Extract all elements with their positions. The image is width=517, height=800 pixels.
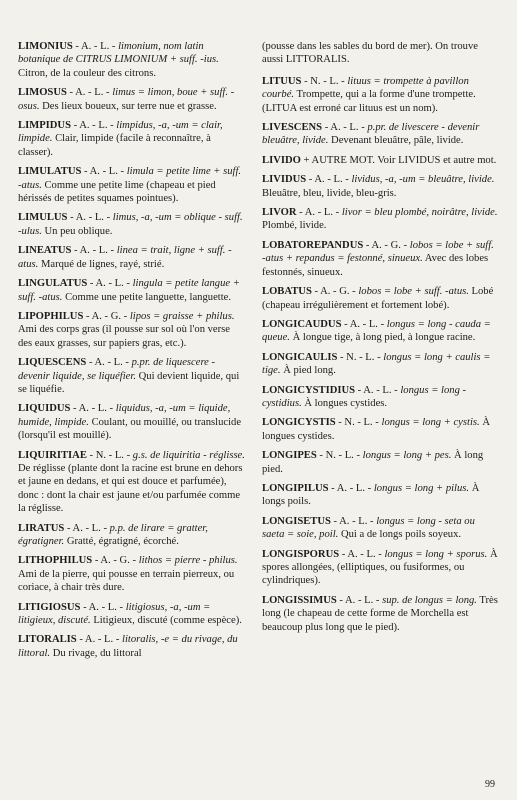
- entry-headword: LIMULUS: [18, 212, 68, 224]
- entry-definition: Bleuâtre, bleu, livide, bleu-gris.: [262, 187, 397, 199]
- entry-headword: LIQUIDUS: [18, 403, 71, 415]
- entry-grammar: - A. - L. -: [322, 122, 368, 134]
- entry-headword: LIQUIRITIAE: [18, 449, 87, 461]
- entry-grammar: - A. - L. -: [330, 515, 377, 527]
- entry-grammar: - A. - L. -: [80, 601, 126, 613]
- dictionary-entry: [262, 154, 498, 167]
- entry-headword: LIMULATUS: [18, 166, 82, 178]
- entry-headword: LIMOSUS: [18, 87, 67, 99]
- dictionary-entry: [18, 165, 246, 205]
- dictionary-entry: [262, 384, 498, 411]
- entry-headword: LINGULATUS: [18, 278, 88, 290]
- entry-definition: Qui a de longs poils soyeux.: [338, 529, 462, 541]
- entry-definition: À pied long.: [280, 365, 336, 377]
- dictionary-entry: [18, 633, 246, 660]
- entry-definition: Avec des lobes festonnés, sinueux.: [262, 253, 489, 278]
- dictionary-entry: [18, 211, 246, 238]
- entry-headword: LIMONIUS: [18, 41, 73, 52]
- entry-continuation: (pousse dans les sables du bord de mer). On trouve aussi LITTORALIS.: [262, 41, 478, 66]
- entry-etymology: limula = petite lime + suff. -atus.: [18, 166, 242, 191]
- dictionary-entry: [262, 318, 498, 345]
- entry-etymology: litoralis, -e = du rivage, du littoral.: [18, 634, 238, 659]
- entry-definition: Trompette, qui a la forme d'une trompette. (LITUA est erroné car lituus est un nom).: [262, 89, 476, 114]
- entry-grammar: - A. - L. -: [72, 41, 119, 52]
- entry-grammar: - N. - L. -: [335, 417, 382, 429]
- entry-headword: LITIGIOSUS: [18, 601, 81, 613]
- entry-definition: Comme une petite lime (chapeau et pied hérissés de petites squames pointues).: [18, 179, 216, 205]
- entry-grammar: - N. - L. -: [301, 75, 348, 87]
- entry-etymology: linea = trait, ligne + suff. -atus.: [18, 245, 232, 270]
- entry-definition: Ami des corps gras (il pousse sur sol où l'on verse des eaux grasses, sur papiers gras, etc.).: [18, 324, 230, 349]
- dictionary-entry: [18, 86, 246, 113]
- entry-definition: À longues cystides.: [301, 397, 388, 409]
- right-column: [262, 40, 498, 640]
- entry-headword: LONGIPILUS: [262, 482, 329, 494]
- right-column-entries: [262, 75, 498, 634]
- entry-definition: Plombé, livide.: [262, 220, 327, 232]
- entry-etymology: lividus, -a, -um = bleuâtre, livide.: [351, 174, 495, 186]
- entry-grammar: - A. - L. -: [76, 634, 122, 646]
- entry-headword: LONGICYSTIDIUS: [262, 384, 356, 396]
- dictionary-entry: [262, 449, 498, 476]
- entry-headword: LOBATUS: [262, 286, 312, 298]
- entry-definition: Coulant, ou mouillé, ou translucide (lorsqu'il est mouillé).: [18, 416, 242, 442]
- entry-headword: LONGIPES: [262, 450, 317, 462]
- entry-grammar: - N. - L. -: [86, 449, 133, 461]
- entry-grammar: - A. - L. -: [86, 357, 132, 369]
- dictionary-entry: [262, 594, 498, 634]
- dictionary-entry: [18, 356, 246, 396]
- dictionary-entry: [262, 285, 498, 312]
- dictionary-entry: [262, 515, 498, 542]
- entry-definition: Comme une petite languette, languette.: [62, 291, 232, 303]
- entry-grammar: - A. - L. -: [66, 87, 113, 99]
- entry-etymology: longus = long + caulis = tige.: [262, 351, 491, 377]
- entry-grammar: - A. - L. -: [336, 594, 383, 606]
- entry-definition: Du rivage, du littoral: [50, 647, 142, 659]
- entry-grammar: - A. - L. -: [355, 384, 401, 396]
- dictionary-entry: [18, 522, 246, 549]
- entry-definition: Citron, de la couleur des citrons.: [18, 67, 156, 79]
- entry-headword: LITORALIS: [18, 634, 77, 646]
- left-column: [18, 40, 246, 666]
- dictionary-entry: [18, 244, 246, 271]
- entry-headword: LINEATUS: [18, 245, 72, 257]
- dictionary-entry: [262, 548, 498, 588]
- entry-grammar: - A. - L. -: [70, 120, 117, 132]
- entry-etymology: livor = bleu plombé, noirâtre, livide.: [341, 207, 498, 219]
- entry-grammar: - A. - G. -: [83, 310, 130, 322]
- dictionary-entry: [262, 75, 498, 115]
- entry-grammar: - A. - G. -: [311, 286, 359, 298]
- entry-etymology: longus = long + sporus.: [384, 548, 488, 560]
- entry-definition: À longues cystides.: [262, 417, 490, 442]
- entry-definition: Ami de la pierre, qui pousse en terrain pierreux, ou coriace, à chair très dure.: [18, 568, 235, 594]
- entry-headword: LONGICAUDUS: [262, 318, 342, 330]
- dictionary-entry: [18, 119, 246, 159]
- entry-etymology: limus = limon, boue + suff. -osus.: [18, 87, 235, 112]
- entry-headword: LONGISPORUS: [262, 548, 340, 560]
- entry-definition: Devenant bleuâtre, pâle, livide.: [328, 135, 464, 147]
- entry-etymology: lobos = lobe + suff. -atus.: [358, 286, 469, 298]
- entry-etymology: sup. de longus = long.: [382, 594, 477, 606]
- dictionary-entry: [262, 239, 498, 279]
- entry-definition: Des lieux boueux, sur terre nue et grasse.: [39, 100, 217, 112]
- entry-headword: LITHOPHILUS: [18, 555, 93, 567]
- page-number: 99: [485, 779, 495, 790]
- entry-grammar: - A. - L. -: [339, 548, 385, 560]
- entry-headword: LITUUS: [262, 75, 302, 87]
- entry-etymology: lobos = lobe + suff. -atus + repandus = festonné, sinueux.: [262, 239, 494, 265]
- entry-etymology: lipos = graisse + philus.: [129, 310, 235, 322]
- entry-etymology: longus = long + pes.: [362, 450, 452, 462]
- entry-grammar: - N. - L. -: [337, 351, 384, 363]
- dictionary-entry: [18, 40, 246, 80]
- entry-grammar: - A. - L. -: [70, 403, 116, 415]
- dictionary-entry: [262, 121, 498, 148]
- entry-grammar: - A. - L. -: [87, 278, 133, 290]
- entry-etymology: lithos = pierre - philus.: [138, 555, 238, 567]
- entry-etymology: longus = long - cauda = queue.: [262, 318, 491, 344]
- dictionary-entry: [18, 402, 246, 442]
- entry-etymology: p.pr. de livescere - devenir bleuâtre, livide.: [262, 122, 480, 147]
- entry-headword: LIVIDUS: [262, 174, 307, 186]
- entry-grammar: - A. - G. -: [363, 239, 410, 251]
- entry-etymology: g.s. de liquiritia - réglisse.: [132, 449, 245, 461]
- entry-definition: Qui devient liquide, qui se liquéfie.: [18, 370, 240, 395]
- entry-etymology: litigiosus, -a, -um = litigieux, discuté.: [18, 601, 211, 627]
- entry-definition: Voir LIVIDUS et autre mot.: [374, 154, 497, 166]
- entry-grammar: - A. - L. -: [64, 522, 110, 534]
- dictionary-entry: [18, 601, 246, 628]
- entry-headword: LIPOPHILUS: [18, 310, 84, 322]
- entry-etymology: liquidus, -a, -um = liquide, humide, limpide.: [18, 403, 231, 428]
- entry-etymology: lingula = petite langue + suff. -atus.: [18, 278, 240, 303]
- entry-etymology: longus = long - seta ou saeta = soie, poil.: [262, 515, 475, 541]
- entry-etymology: limpidus, -a, -um = clair, limpide.: [18, 120, 223, 145]
- entry-definition: De réglisse (plante dont la racine est brune en dehors et jaune en dedans, et qui est douce et parfumée), donc : dont la chair est jaune et/ou parfumée comme la réglisse.: [18, 462, 243, 515]
- entry-definition: À spores allongées, (elliptiques, ou fusiformes, ou cylindriques).: [262, 548, 498, 587]
- entry-etymology: limus, -a, -um = oblique - suff. -ulus.: [18, 212, 243, 237]
- entry-headword: LONGICAULIS: [262, 351, 338, 363]
- entry-definition: Un peu oblique.: [41, 225, 113, 237]
- dictionary-entry: [18, 554, 246, 594]
- entry-etymology: lituus = trompette à pavillon courbé.: [262, 75, 469, 101]
- entry-definition: À longs poils.: [262, 482, 480, 508]
- entry-etymology: p.pr. de liquescere - devenir liquide, se liquéfier.: [18, 357, 216, 382]
- entry-headword: LIVOR: [262, 207, 297, 219]
- entry-headword: LIRATUS: [18, 522, 65, 534]
- entry-definition: À long pied.: [262, 450, 484, 475]
- entry-headword: LOBATOREPANDUS: [262, 239, 364, 251]
- entry-grammar: - A. - L. -: [341, 318, 387, 330]
- entry-grammar: - A. - L. -: [71, 245, 117, 257]
- entry-grammar: - A. - G. -: [92, 555, 139, 567]
- entry-headword: LONGICYSTIS: [262, 417, 336, 429]
- entry-headword: LIQUESCENS: [18, 357, 87, 369]
- entry-headword: LIMPIDUS: [18, 120, 71, 132]
- dictionary-entry: [262, 416, 498, 443]
- entry-definition: Marqué de lignes, rayé, strié.: [38, 258, 165, 270]
- entry-etymology: longus = long - cystidius.: [262, 384, 467, 409]
- entry-grammar: - A. - L. -: [296, 207, 342, 219]
- entry-grammar: - A. - L. -: [81, 166, 127, 178]
- entry-definition: Très long (le chapeau de cette forme de Morchella est beaucoup plus long que le pied).: [262, 594, 498, 633]
- entry-grammar: - N. - L. -: [316, 450, 363, 462]
- entry-definition: Litigieux, discuté (comme espèce).: [90, 615, 242, 627]
- entry-headword: LIVIDO: [262, 154, 301, 166]
- dictionary-entry: [262, 173, 498, 200]
- entry-headword: LONGISSIMUS: [262, 594, 337, 606]
- entry-headword: LONGISETUS: [262, 515, 331, 527]
- entry-grammar: - A. - L. -: [67, 212, 113, 224]
- dictionary-entry: [262, 206, 498, 233]
- dictionary-entry: [18, 449, 246, 516]
- dictionary-entry: [18, 310, 246, 350]
- entry-etymology: p.p. de lirare = gratter, égratigner.: [18, 522, 208, 547]
- entry-etymology: longus = long + cystis.: [381, 417, 480, 429]
- entry-grammar: - A. - L. -: [306, 174, 352, 186]
- entry-definition: À longue tige, à long pied, à longue racine.: [289, 332, 476, 344]
- entry-definition: Clair, limpide (facile à reconnaître, à classer).: [18, 133, 211, 158]
- entry-definition: Gratté, égratigné, écorché.: [64, 536, 179, 547]
- entry-definition: Lobé (chapeau irrégulièrement et fortement lobé).: [262, 286, 494, 311]
- dictionary-entry: [262, 351, 498, 378]
- entry-etymology: longus = long + pilus.: [373, 482, 470, 494]
- entry-grammar: + AUTRE MOT.: [300, 154, 375, 166]
- entry-etymology: limonium, nom latin botanique de CITRUS LIMONIUM + suff. -ius.: [18, 41, 219, 66]
- entry-headword: LIVESCENS: [262, 122, 323, 134]
- dictionary-entry: [18, 277, 246, 304]
- entry-grammar: - A. - L. -: [328, 482, 374, 494]
- dictionary-entry: [262, 482, 498, 509]
